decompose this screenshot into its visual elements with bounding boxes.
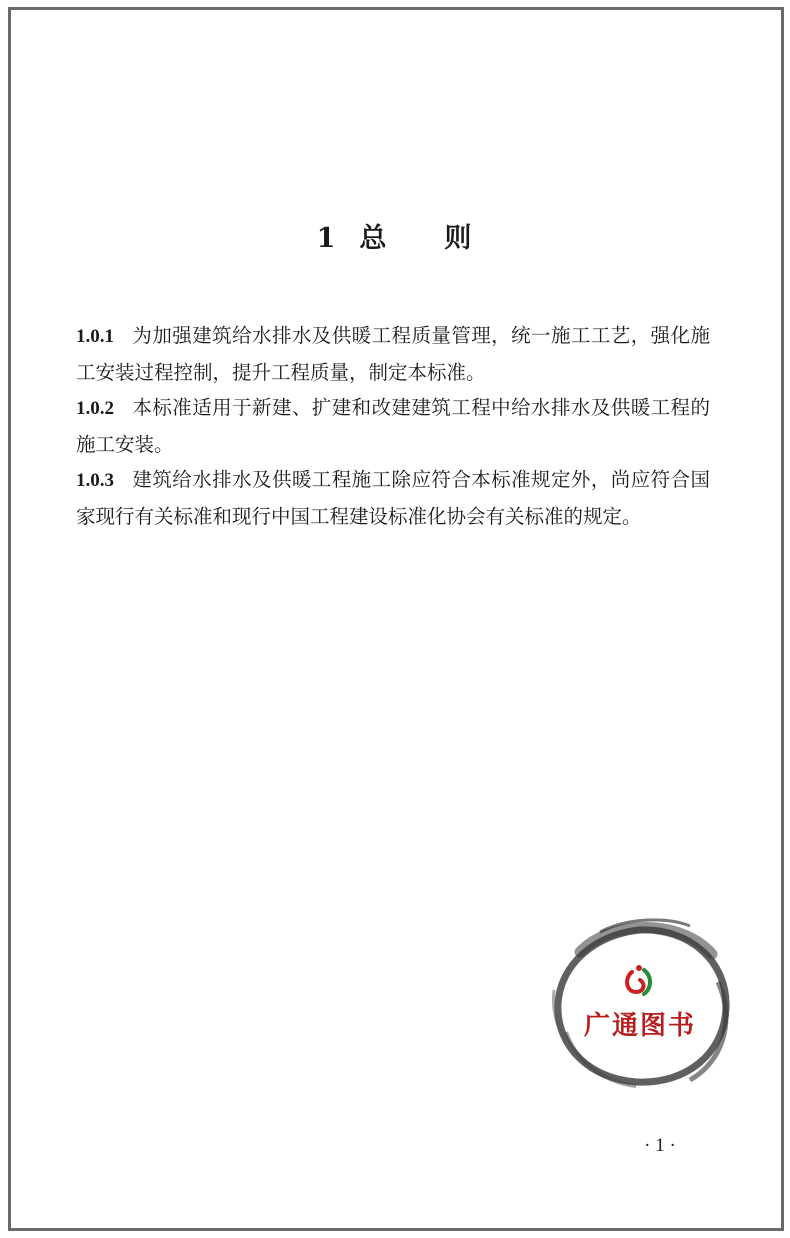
clause-1-0-1 (76, 318, 710, 390)
seal-text: 广通图书 (583, 1011, 697, 1041)
chapter-heading (0, 216, 790, 255)
clause-text: 为加强建筑给水排水及供暖工程质量管理，统一施工工艺，强化施工安装过程控制，提升工程质量，制定本标准。 (76, 324, 710, 384)
chapter-number: 1 (316, 223, 338, 254)
clause-1-0-3 (76, 462, 710, 534)
clause-text: 本标准适用于新建、扩建和改建建筑工程中给水排水及供暖工程的施工安装。 (76, 396, 710, 456)
clause-number: 1.0.3 (76, 470, 114, 491)
logo-mark-icon (627, 965, 650, 994)
clause-number: 1.0.1 (76, 326, 114, 347)
chapter-title-char-2: 则 (444, 223, 474, 254)
publisher-seal-logo (540, 912, 740, 1097)
seal-graphic (540, 912, 740, 1097)
page-number: · 1 · (644, 1135, 676, 1156)
chapter-title-char-1: 总 (359, 223, 389, 254)
clause-list (76, 318, 710, 534)
clause-number: 1.0.2 (76, 398, 114, 419)
clause-text: 建筑给水排水及供暖工程施工除应符合本标准规定外，尚应符合国家现行有关标准和现行中国工程建设标准化协会有关标准的规定。 (76, 468, 710, 528)
clause-1-0-2 (76, 390, 710, 462)
